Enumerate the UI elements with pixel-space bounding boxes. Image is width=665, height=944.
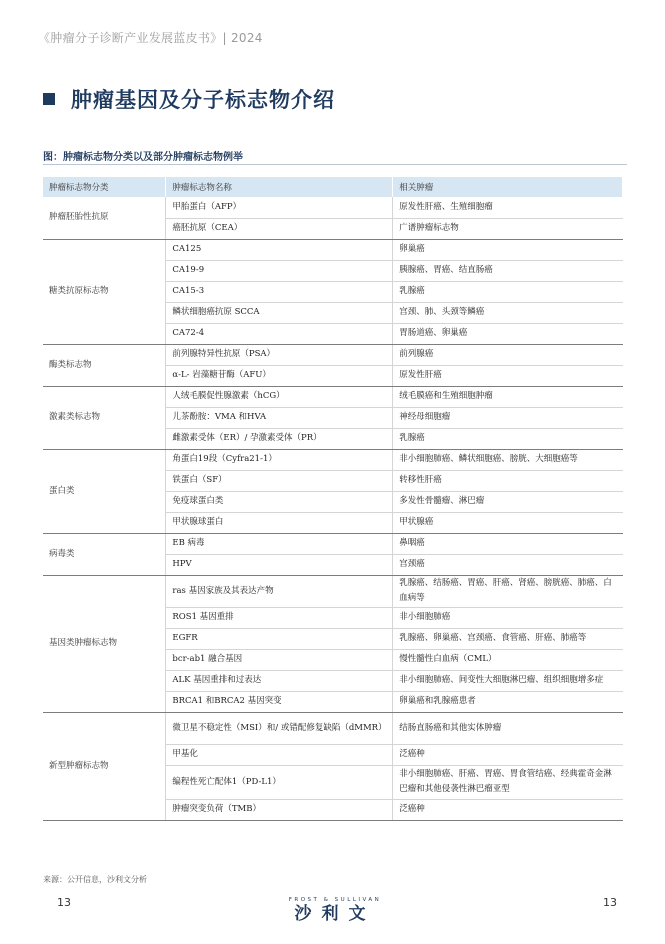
category-cell: 糖类抗原标志物 <box>43 239 166 344</box>
table-row <box>43 575 623 607</box>
marker-name-cell: 前列腺特异性抗原（PSA） <box>166 344 393 365</box>
logo-chinese: 沙利文 <box>294 904 376 924</box>
related-tumor-cell: 广谱肿瘤标志物 <box>393 218 623 239</box>
table-row <box>43 344 623 365</box>
related-tumor-cell: 原发性肝癌 <box>393 365 623 386</box>
related-tumor-cell: 非小细胞肺癌、肝癌、胃癌、胃食管结癌、经典霍奇金淋巴瘤和其他侵袭性淋巴瘤亚型 <box>393 765 623 799</box>
source-note: 来源：公开信息，沙利文分析 <box>43 875 147 884</box>
marker-name-cell: 微卫星不稳定性（MSI）和/ 或错配修复缺陷（dMMR） <box>166 712 393 744</box>
related-tumor-cell: 绒毛膜癌和生殖细胞肿瘤 <box>393 386 623 407</box>
marker-name-cell: ras 基因家族及其表达产物 <box>166 575 393 607</box>
tumor-marker-table <box>43 177 623 821</box>
marker-name-cell: 癌胚抗原（CEA） <box>166 218 393 239</box>
page-number-left: 13 <box>57 896 71 909</box>
category-cell: 肿瘤胚胎性抗原 <box>43 197 166 239</box>
related-tumor-cell: 结肠直肠癌和其他实体肿瘤 <box>393 712 623 744</box>
related-tumor-cell: 泛癌种 <box>393 744 623 765</box>
marker-name-cell: HPV <box>166 554 393 575</box>
marker-name-cell: 鳞状细胞癌抗原 SCCA <box>166 302 393 323</box>
table-row <box>43 197 623 218</box>
marker-name-cell: 甲基化 <box>166 744 393 765</box>
category-cell: 激素类标志物 <box>43 386 166 449</box>
marker-name-cell: EGFR <box>166 628 393 649</box>
marker-name-cell: ALK 基因重排和过表达 <box>166 670 393 691</box>
related-tumor-cell: 原发性肝癌、生殖细胞瘤 <box>393 197 623 218</box>
related-tumor-cell: 慢性髓性白血病（CML） <box>393 649 623 670</box>
frost-sullivan-logo <box>280 897 390 925</box>
marker-name-cell: α-L- 岩藻糖苷酶（AFU） <box>166 365 393 386</box>
table-row <box>43 449 623 470</box>
marker-name-cell: 雌激素受体（ER）/ 孕激素受体（PR） <box>166 428 393 449</box>
marker-name-cell: 甲胎蛋白（AFP） <box>166 197 393 218</box>
column-header: 肿瘤标志物分类 <box>43 177 166 197</box>
marker-name-cell: 铁蛋白（SF） <box>166 470 393 491</box>
table-row <box>43 239 623 260</box>
marker-name-cell: 编程性死亡配体1（PD-L1） <box>166 765 393 799</box>
related-tumor-cell: 前列腺癌 <box>393 344 623 365</box>
marker-name-cell: 儿茶酚胺：VMA 和HVA <box>166 407 393 428</box>
marker-name-cell: ROS1 基因重排 <box>166 607 393 628</box>
table-row <box>43 533 623 554</box>
related-tumor-cell: 乳腺癌 <box>393 281 623 302</box>
related-tumor-cell: 甲状腺癌 <box>393 512 623 533</box>
related-tumor-cell: 乳腺癌 <box>393 428 623 449</box>
section-title: 肿瘤基因及分子标志物介绍 <box>71 88 335 112</box>
related-tumor-cell: 非小细胞肺癌 <box>393 607 623 628</box>
logo-english: FROST & SULLIVAN <box>288 897 382 903</box>
table-row <box>43 386 623 407</box>
related-tumor-cell: 鼻咽癌 <box>393 533 623 554</box>
related-tumor-cell: 卵巢癌 <box>393 239 623 260</box>
category-cell: 病毒类 <box>43 533 166 575</box>
table-row <box>43 712 623 744</box>
column-header: 相关肿瘤 <box>393 177 623 197</box>
marker-name-cell: CA15-3 <box>166 281 393 302</box>
marker-name-cell: BRCA1 和BRCA2 基因突变 <box>166 691 393 712</box>
column-header: 肿瘤标志物名称 <box>166 177 393 197</box>
marker-name-cell: CA72-4 <box>166 323 393 344</box>
marker-name-cell: bcr-ab1 融合基因 <box>166 649 393 670</box>
table-header-row <box>43 177 623 197</box>
related-tumor-cell: 神经母细胞瘤 <box>393 407 623 428</box>
marker-name-cell: EB 病毒 <box>166 533 393 554</box>
related-tumor-cell: 泛癌种 <box>393 799 623 820</box>
figure-caption: 图：肿瘤标志物分类以及部分肿瘤标志物例举 <box>43 152 243 163</box>
related-tumor-cell: 宫颈、肺、头颈等鳞癌 <box>393 302 623 323</box>
report-header: 《肿瘤分子诊断产业发展蓝皮书》| 2024 <box>38 31 263 45</box>
marker-name-cell: 肿瘤突变负荷（TMB） <box>166 799 393 820</box>
related-tumor-cell: 乳腺癌、结肠癌、胃癌、肝癌、肾癌、膀胱癌、肺癌、白血病等 <box>393 575 623 607</box>
marker-name-cell: 免疫球蛋白类 <box>166 491 393 512</box>
table-body <box>43 197 623 820</box>
section-title-block <box>43 84 335 114</box>
related-tumor-cell: 转移性肝癌 <box>393 470 623 491</box>
related-tumor-cell: 非小细胞肺癌、间变性大细胞淋巴瘤、组织细胞增多症 <box>393 670 623 691</box>
related-tumor-cell: 非小细胞肺癌、鳞状细胞癌、膀胱、大细胞癌等 <box>393 449 623 470</box>
caption-divider <box>43 164 627 165</box>
category-cell: 新型肿瘤标志物 <box>43 712 166 820</box>
marker-name-cell: 甲状腺球蛋白 <box>166 512 393 533</box>
marker-name-cell: 角蛋白19段（Cyfra21-1） <box>166 449 393 470</box>
marker-name-cell: CA125 <box>166 239 393 260</box>
related-tumor-cell: 卵巢癌和乳腺癌患者 <box>393 691 623 712</box>
category-cell: 酶类标志物 <box>43 344 166 386</box>
related-tumor-cell: 乳腺癌、卵巢癌、宫颈癌、食管癌、肝癌、肺癌等 <box>393 628 623 649</box>
marker-name-cell: 人绒毛膜促性腺激素（hCG） <box>166 386 393 407</box>
category-cell: 蛋白类 <box>43 449 166 533</box>
related-tumor-cell: 宫颈癌 <box>393 554 623 575</box>
category-cell: 基因类肿瘤标志物 <box>43 575 166 712</box>
square-bullet-icon <box>43 93 55 105</box>
marker-name-cell: CA19-9 <box>166 260 393 281</box>
related-tumor-cell: 胃肠道癌、卵巢癌 <box>393 323 623 344</box>
related-tumor-cell: 多发性骨髓瘤、淋巴瘤 <box>393 491 623 512</box>
page-number-right: 13 <box>603 896 617 909</box>
related-tumor-cell: 胰腺癌、胃癌、结直肠癌 <box>393 260 623 281</box>
